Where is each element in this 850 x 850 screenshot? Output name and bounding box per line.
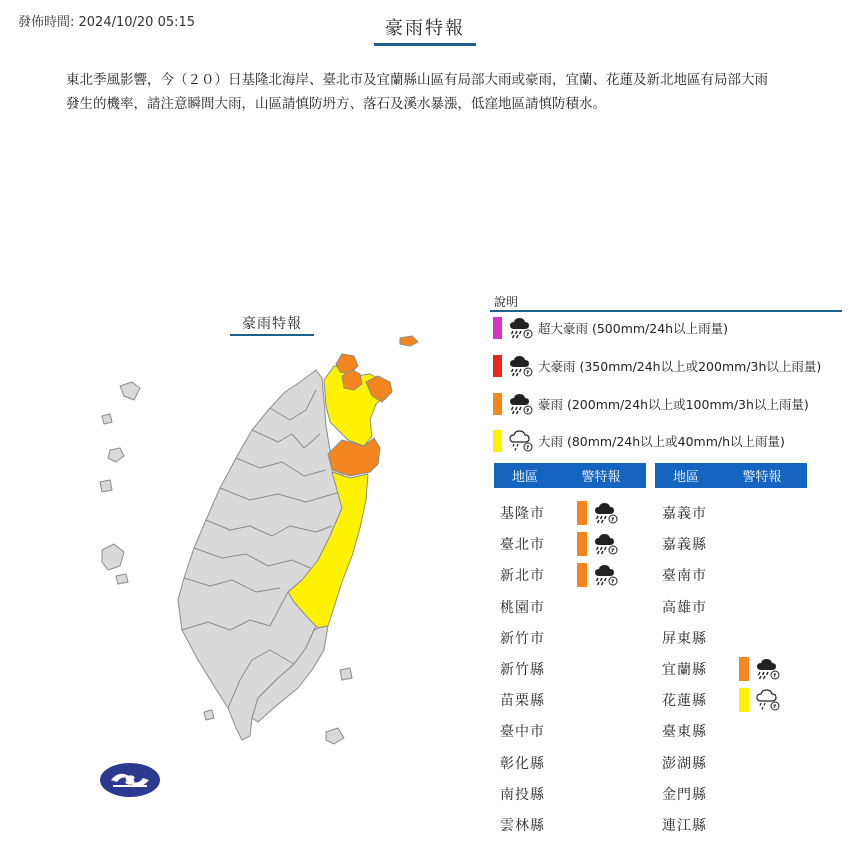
map-island-orchid [326, 728, 344, 744]
warning-level-bar [577, 563, 587, 587]
region-name: 屏東縣 [662, 630, 707, 647]
legend-swatch [493, 355, 502, 377]
region-name: 桃園市 [500, 599, 545, 616]
taiwan-warning-map [80, 330, 440, 750]
region-name: 南投縣 [500, 786, 545, 803]
table-row [662, 718, 732, 744]
region-name: 臺中市 [500, 724, 545, 741]
torrential-rain-icon [755, 657, 781, 681]
table-row [662, 812, 732, 838]
region-name: 澎湖縣 [662, 755, 707, 772]
map-region-yilan [328, 438, 380, 476]
warning-level-bar [577, 501, 587, 525]
region-name: 花蓮縣 [662, 693, 707, 710]
torrential-rain-icon [593, 532, 619, 556]
map-island-keelung-islet [400, 336, 418, 346]
region-name: 嘉義市 [662, 506, 707, 522]
table-header-left [494, 463, 646, 488]
legend-item-torrential [493, 392, 809, 416]
legend-item-heavy [493, 429, 785, 453]
table-header-right [655, 463, 807, 488]
super-torrential-rain-icon [508, 316, 534, 340]
region-name: 新竹縣 [500, 662, 545, 678]
column-header-warning: 警特報 [742, 470, 782, 485]
map-title: 豪雨特報 [230, 313, 314, 336]
region-name: 金門縣 [662, 786, 707, 803]
issued-time: 發佈時間: 2024/10/20 05:15 [18, 15, 196, 30]
table-row [662, 781, 732, 807]
table-row [500, 531, 619, 557]
region-name: 苗栗縣 [500, 693, 545, 710]
region-name: 臺北市 [500, 537, 545, 554]
region-name: 臺東縣 [662, 724, 707, 741]
table-row [500, 594, 570, 620]
table-row [500, 656, 570, 682]
region-name: 嘉義縣 [662, 537, 707, 554]
torrential-rain-icon [593, 501, 619, 525]
legend-swatch [493, 393, 502, 415]
legend-item-extremely-heavy [493, 354, 821, 378]
heavy-rain-icon [755, 688, 781, 712]
extremely-heavy-rain-icon [508, 354, 534, 378]
warning-level-bar [577, 532, 587, 556]
table-row [662, 562, 732, 588]
table-row [500, 625, 570, 651]
region-name: 新北市 [500, 568, 545, 585]
map-island-green [340, 668, 352, 680]
table-row [662, 750, 732, 776]
region-name: 彰化縣 [500, 755, 545, 772]
table-row [662, 625, 732, 651]
legend-divider [490, 310, 842, 312]
column-header-warning: 警特報 [581, 470, 621, 485]
torrential-rain-icon [508, 392, 534, 416]
table-row [500, 781, 570, 807]
table-row [662, 531, 732, 557]
legend-label: 大豪雨 (350mm/24h以上或200mm/3h以上雨量) [538, 359, 822, 374]
region-name: 雲林縣 [500, 818, 545, 834]
region-name: 連江縣 [662, 818, 707, 834]
table-row [500, 687, 570, 713]
table-row [500, 500, 619, 526]
warning-level-bar [739, 657, 749, 681]
table-row [500, 718, 570, 744]
map-island-penghu [100, 382, 140, 492]
region-name: 臺南市 [662, 568, 707, 585]
region-name: 高雄市 [662, 599, 707, 616]
table-row [500, 562, 619, 588]
table-row [662, 594, 732, 620]
legend-title: 說明 [494, 295, 519, 309]
cwa-logo [99, 762, 161, 798]
warning-level-bar [739, 688, 749, 712]
legend-label: 豪雨 (200mm/24h以上或100mm/3h以上雨量) [538, 397, 809, 412]
table-row [500, 812, 570, 838]
torrential-rain-icon [593, 563, 619, 587]
legend-item-super-torrential [493, 316, 728, 340]
column-header-region: 地區 [672, 470, 699, 485]
table-row [662, 687, 781, 713]
legend-label: 超大豪雨 (500mm/24h以上雨量) [538, 321, 728, 336]
map-island-kinmen [102, 544, 128, 584]
legend-swatch [493, 317, 502, 339]
legend-label: 大雨 (80mm/24h以上或40mm/h以上雨量) [538, 434, 785, 449]
region-name: 基隆市 [500, 506, 545, 522]
region-name: 宜蘭縣 [662, 662, 707, 678]
region-name: 新竹市 [500, 630, 545, 647]
page-title: 豪雨特報 [374, 14, 476, 46]
heavy-rain-icon [508, 429, 534, 453]
warning-description: 東北季風影響，今（２０）日基隆北海岸、臺北市及宜蘭縣山區有局部大雨或豪雨，宜蘭、花蓮及新北地區有局部大雨發生的機率，請注意瞬間大雨，山區請慎防坍方、落石及溪水暴漲，低窪地區請慎防積水。 [66, 72, 768, 112]
table-row [662, 500, 732, 526]
table-row [662, 656, 781, 682]
map-island-liuqiu [204, 710, 214, 720]
column-header-region: 地區 [511, 470, 538, 485]
legend-swatch [493, 430, 502, 452]
table-row [500, 750, 570, 776]
